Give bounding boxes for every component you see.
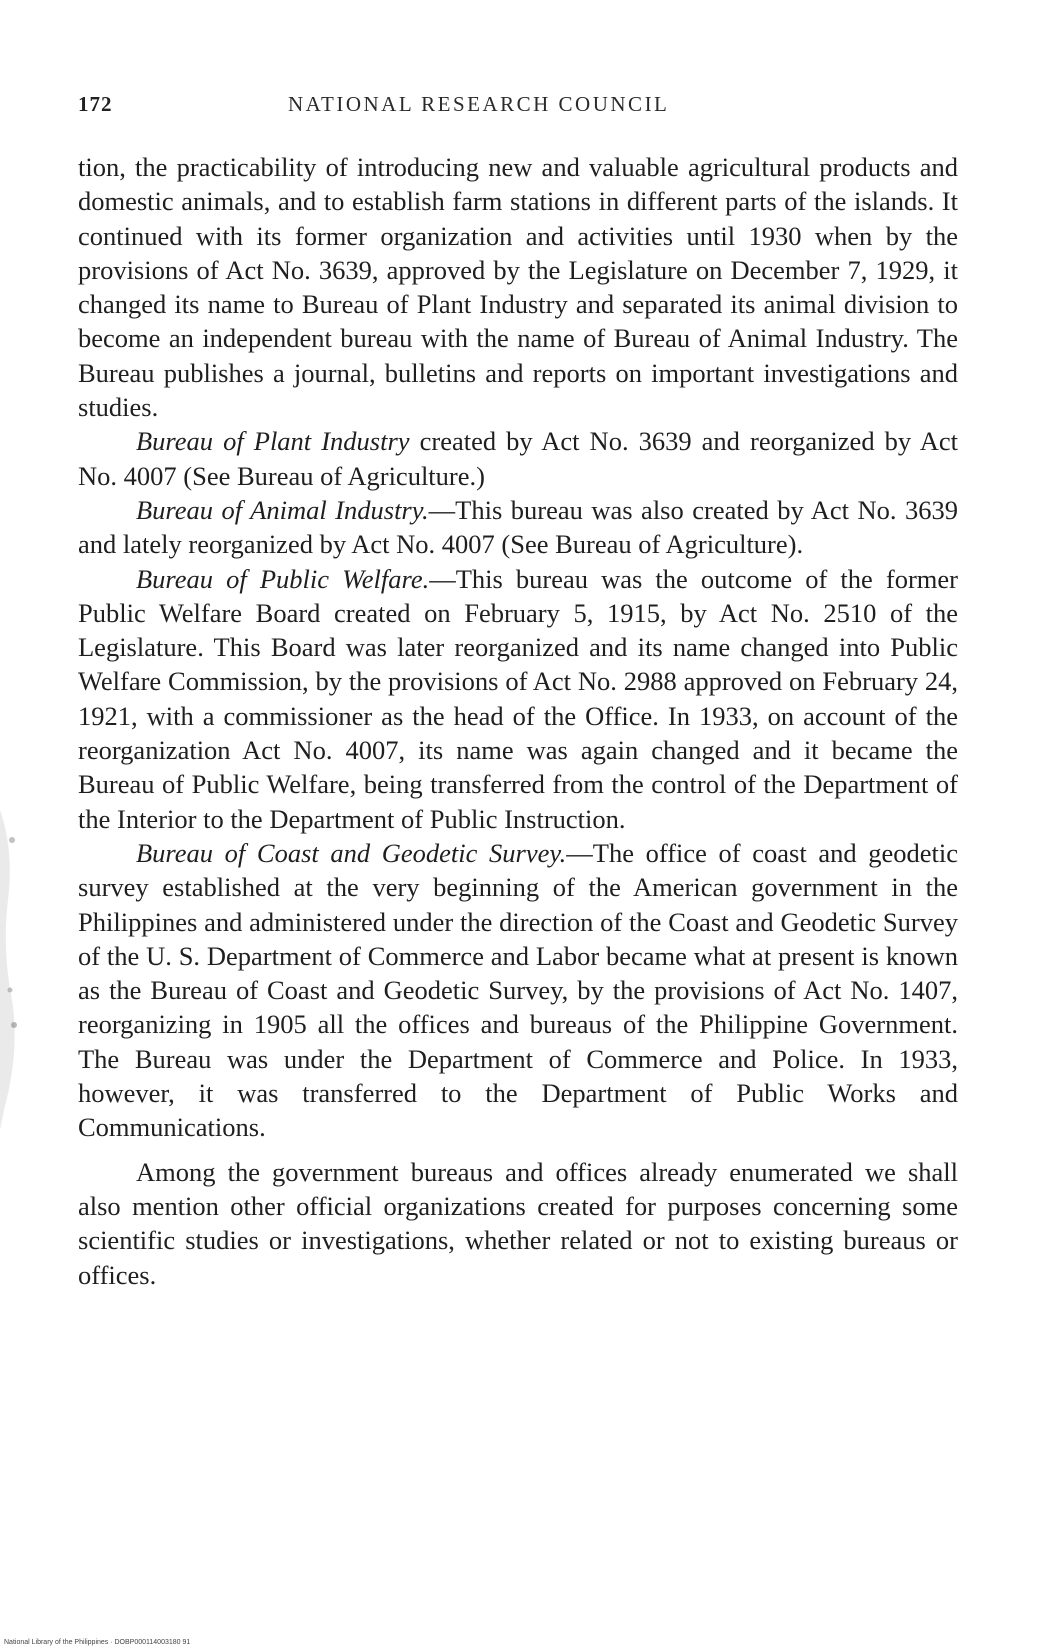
- paragraph-text: created by Act No. 3639 and reorganized by Act No. 4007 (See Bureau of Agriculture.): [78, 426, 958, 491]
- paragraph-bureau-plant-industry: [78, 424, 958, 493]
- section-heading: Bureau of Public Welfare.: [136, 563, 430, 594]
- paragraph-closing: [78, 1155, 958, 1292]
- paragraph-text: tion, the practicability of introducing new and valuable agricultural products and domestic animals, and to establish farm stations in different parts of the islands. It continued with its former organization and activities until 1930 when by the provisions of Act No. 3639, approved by the Legislature on December 7, 1929, it changed its name to Bureau of Plant Industry and separated its animal division to become an independent bureau with the name of Bureau of Animal Industry. The Bureau publishes a journal, bulletins and reports on important investigations and studies.: [78, 152, 958, 423]
- page-number: 172: [78, 92, 113, 116]
- paragraph-text: —This bureau was also created by Act No. 3639 and lately reorganized by Act No. 4007 (See Bureau of Agriculture).: [78, 494, 958, 560]
- running-head: NATIONAL RESEARCH COUNCIL: [288, 92, 670, 116]
- paragraph-bureau-public-welfare: [78, 562, 958, 836]
- paragraph-bureau-animal-industry: [78, 493, 958, 562]
- paragraph-text: —This bureau was the outcome of the former Public Welfare Board created on February 5, 1915, by Act No. 2510 of the Legislature. This Board was later reorganized and its name changed into Public Welfare Commission, by the provisions of Act No. 2988 approved on February 24, 1921, with a commissioner as the head of the Office. In 1933, on account of the reorganization Act No. 4007, its name was again changed and it became the Bureau of Public Welfare, being transferred from the control of the Department of the Interior to the Department of Public Instruction.: [78, 563, 958, 834]
- scan-edge-smudge: [0, 810, 22, 1130]
- page-header: [78, 92, 958, 122]
- paragraph-bureau-coast-geodetic-survey: [78, 836, 958, 1145]
- section-heading: Bureau of Plant Industry: [136, 426, 410, 457]
- paragraph-continuation: [78, 150, 958, 424]
- section-heading: Bureau of Animal Industry.: [136, 494, 429, 525]
- page-body: [78, 150, 958, 1292]
- section-heading: Bureau of Coast and Geodetic Survey.: [136, 837, 567, 868]
- paragraph-text: —The office of coast and geodetic survey established at the very beginning of the American government in the Philippines and administered under the direction of the Coast and Geodetic Survey of the U. S. Department of Commerce and Labor became what at present is known as the Bureau of Coast and Geodetic Survey, by the provisions of Act No. 1407, reorganizing in 1905 all the offices and bureaus of the Philippine Government. The Bureau was under the Department of Commerce and Police. In 1933, however, it was transferred to the Department of Public Works and Communications.: [78, 837, 958, 1143]
- paragraph-text: Among the government bureaus and offices already enumerated we shall also mention other official organizations created for purposes concerning some scientific studies or investigations, whether related or not to existing bureaus or offices.: [78, 1156, 958, 1290]
- library-scan-stamp: National Library of the Philippines · DOBP000114003180 91: [4, 1639, 191, 1646]
